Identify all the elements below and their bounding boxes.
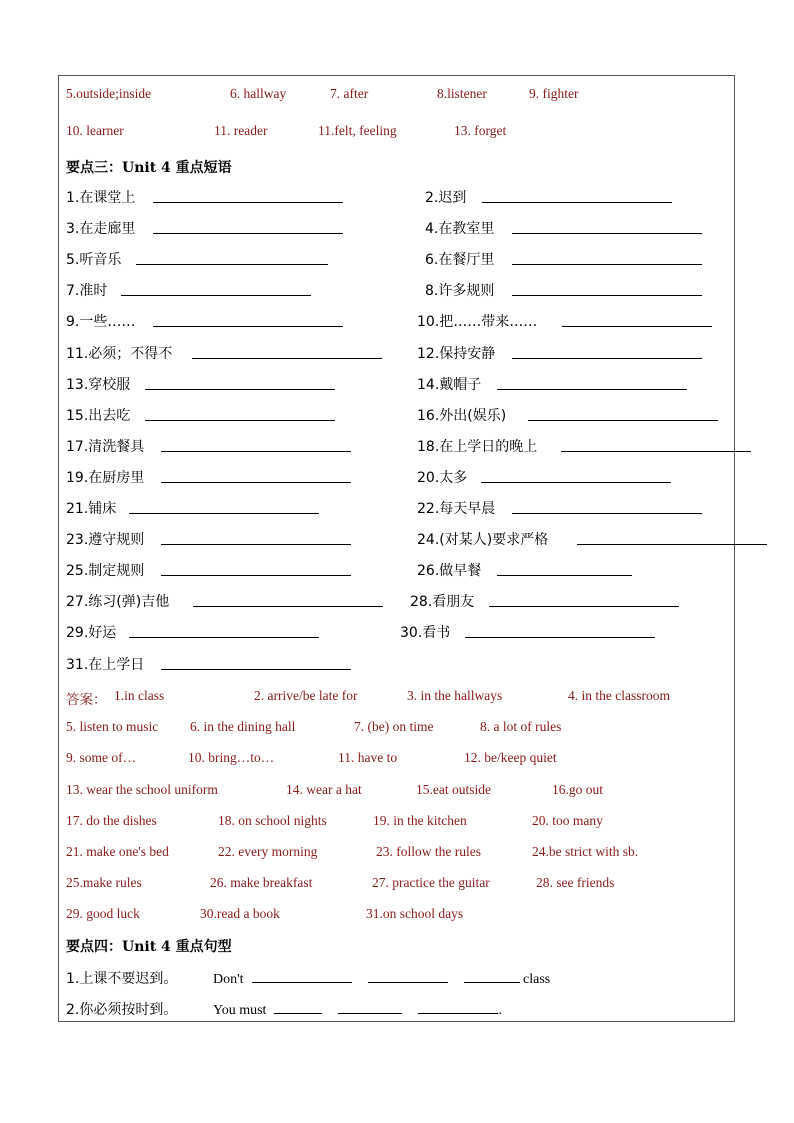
answer-item: 10. learner [66, 123, 124, 138]
answer-blank[interactable] [577, 544, 767, 545]
answer-item: 13. wear the school uniform [66, 781, 218, 797]
answer-blank[interactable] [512, 358, 702, 359]
answer-item: 23. follow the rules [376, 844, 481, 859]
answer-blank[interactable] [145, 420, 335, 421]
answer-blank[interactable] [153, 326, 343, 327]
answer-item: 22. every morning [218, 844, 318, 859]
phrase-label: 2.迟到 [425, 190, 467, 206]
phrase-label: 6.在餐厅里 [425, 252, 495, 269]
phrase-label: 4.在教室里 [425, 221, 495, 238]
answer-item: 18. on school nights [218, 812, 327, 828]
phrase-label: 30.看书 [400, 625, 451, 642]
answer-item: 10. bring…to… [188, 750, 275, 766]
answer-item: 6. in the dining hall [190, 719, 296, 735]
sentence-1-end: class [523, 972, 551, 987]
answer-blank[interactable] [145, 389, 335, 390]
phrase-label: 20.太多 [417, 469, 468, 486]
answer-item: 25.make rules [66, 875, 142, 891]
answer-item: 13. forget [454, 123, 507, 138]
answer-item: 5.outside;inside [66, 86, 152, 101]
phrase-label: 1.在课堂上 [66, 190, 136, 206]
answer-item: 11. have to [338, 750, 398, 766]
answer-blank[interactable] [121, 295, 311, 296]
answer-item: 6. hallway [230, 86, 287, 101]
sentence-1-english [213, 968, 550, 988]
answer-blank[interactable] [129, 637, 319, 638]
answer-item: 30.read a book [200, 906, 280, 922]
phrase-label: 22.每天早晨 [417, 501, 496, 517]
answer-blank[interactable] [497, 389, 687, 390]
answer-blank[interactable] [252, 968, 352, 983]
answer-blank[interactable] [338, 999, 402, 1014]
answer-blank[interactable] [192, 358, 382, 359]
answer-item: 3. in the hallways [407, 688, 503, 703]
phrase-label: 12.保持安静 [417, 345, 496, 362]
answer-blank[interactable] [274, 999, 322, 1014]
answer-item: 7. (be) on time [354, 719, 434, 735]
phrase-label: 25.制定规则 [66, 563, 145, 580]
answer-item: 11.felt, feeling [318, 123, 397, 138]
answer-blank[interactable] [153, 202, 343, 203]
phrase-label: 31.在上学日 [66, 656, 145, 673]
answer-item: 14. wear a hat [286, 781, 362, 797]
answer-item: 29. good luck [66, 906, 140, 922]
phrase-label: 18.在上学日的晚上 [417, 438, 538, 455]
answer-blank[interactable] [512, 513, 702, 514]
answers-label: 答案： [66, 692, 107, 708]
answer-blank[interactable] [481, 482, 671, 483]
phrase-label: 23.遵守规则 [66, 532, 145, 549]
answer-blank[interactable] [418, 999, 498, 1014]
answer-blank[interactable] [528, 420, 718, 421]
answer-blank[interactable] [464, 968, 520, 983]
answer-blank[interactable] [512, 264, 702, 265]
answer-item: 1.in class [114, 688, 165, 703]
answer-blank[interactable] [153, 233, 343, 234]
answer-blank[interactable] [368, 968, 448, 983]
answer-item: 11. reader [214, 123, 268, 138]
answer-blank[interactable] [497, 575, 632, 576]
answer-blank[interactable] [161, 544, 351, 545]
answer-item: 20. too many [532, 812, 603, 828]
answer-blank[interactable] [561, 451, 751, 452]
phrase-label: 24.(对某人)要求严格 [417, 532, 549, 549]
answer-item: 24.be strict with sb. [532, 844, 639, 859]
answer-item: 8. a lot of rules [480, 719, 562, 735]
answer-item: 31.on school days [366, 906, 464, 922]
answer-blank[interactable] [161, 482, 351, 483]
phrase-label: 28.看朋友 [410, 594, 475, 611]
answer-item: 21. make one's bed [66, 844, 169, 859]
answer-item: 17. do the dishes [66, 812, 157, 828]
sentence-2-start: You must [213, 1003, 267, 1018]
answer-item: 26. make breakfast [210, 875, 313, 891]
answer-blank[interactable] [562, 326, 712, 327]
phrase-label: 17.清洗餐具 [66, 438, 145, 455]
answer-item: 27. practice the guitar [372, 875, 490, 891]
answer-item: 7. after [330, 86, 369, 101]
phrase-label: 21.铺床 [66, 501, 117, 517]
section-heading-4: 要点四：Unit 4 重点句型 [66, 939, 232, 955]
phrase-label: 27.练习(弹)吉他 [66, 594, 170, 611]
answer-blank[interactable] [512, 295, 702, 296]
phrase-label: 8.许多规则 [425, 283, 495, 300]
phrase-label: 26.做早餐 [417, 563, 482, 580]
answer-item: 12. be/keep quiet [464, 750, 557, 766]
answer-item: 5. listen to music [66, 719, 159, 735]
phrase-label: 19.在厨房里 [66, 469, 145, 486]
sentence-2-english [213, 999, 502, 1019]
answer-blank[interactable] [136, 264, 328, 265]
phrase-label: 3.在走廊里 [66, 221, 136, 238]
answer-blank[interactable] [161, 575, 351, 576]
answer-blank[interactable] [129, 513, 319, 514]
phrase-label: 7.准时 [66, 283, 108, 300]
answer-blank[interactable] [512, 233, 702, 234]
sentence-2-chinese: 2.你必须按时到。 [66, 1002, 178, 1018]
answer-blank[interactable] [161, 669, 351, 670]
answer-item: 4. in the classroom [568, 688, 670, 703]
sentence-1-chinese: 1.上课不要迟到。 [66, 971, 178, 987]
phrase-label: 13.穿校服 [66, 376, 131, 393]
answer-item: 8.listener [437, 86, 487, 101]
phrase-label: 9.一些…… [66, 314, 136, 331]
section-heading-3: 要点三：Unit 4 重点短语 [66, 160, 232, 176]
answer-item: 9. fighter [529, 86, 579, 101]
phrase-label: 15.出去吃 [66, 407, 131, 424]
answer-item: 19. in the kitchen [373, 812, 467, 828]
phrase-label: 11.必须；不得不 [66, 345, 173, 362]
phrase-label: 10.把……带来…… [417, 314, 538, 331]
answer-blank[interactable] [193, 606, 383, 607]
answer-item: 2. arrive/be late for [254, 688, 358, 703]
answer-blank[interactable] [482, 202, 672, 203]
phrase-label: 29.好运 [66, 625, 117, 642]
phrase-label: 5.听音乐 [66, 252, 122, 269]
answer-blank[interactable] [161, 451, 351, 452]
answer-item: 15.eat outside [416, 781, 491, 797]
sentence-1-start: Don't [213, 972, 244, 987]
answer-blank[interactable] [489, 606, 679, 607]
phrase-label: 14.戴帽子 [417, 376, 482, 393]
answer-item: 28. see friends [536, 875, 615, 891]
answer-item: 16.go out [552, 781, 604, 797]
phrase-label: 16.外出(娱乐) [417, 407, 507, 424]
sentence-2-end: . [498, 1003, 502, 1018]
answer-blank[interactable] [465, 637, 655, 638]
answer-item: 9. some of… [66, 750, 137, 766]
